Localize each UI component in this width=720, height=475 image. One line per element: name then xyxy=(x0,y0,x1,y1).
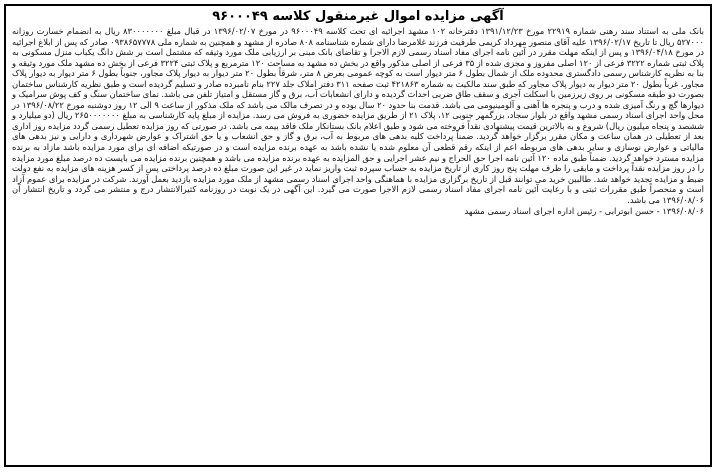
notice-signature: ۱۳۹۶/۰۸/۰۶ - حسن ابوترابی - رئیس اداره اجرای اسناد رسمی مشهد xyxy=(464,206,704,217)
notice-title: آگهی مزایده اموال غیرمنقول کلاسه ۹۶۰۰۰۴۹ xyxy=(212,9,504,24)
notice-body: بانک ملی به استناد سند رهنی شماره ۲۲۹۱۹ مورخ ۱۳۹۱/۱۲/۲۳ دفترخانه ۱۰۲ مشهد اجرائیه ای تحت کلاسه ۹۶۰۰۰۴۹ در مورخ ۱۳۹۶/۰۲/۰۷ در قبال مبلغ ۸۳۰۰۰۰۰۰۰ ریال به انضمام خسارت روزانه ۵۲۷۰۰۰ ریال تا تاریخ ۱۳۹۶/۰۲/۱۷ علیه آقای منصور مهرداد کریمی طرفیت فرزند غلامرضا دارای شماره شناسنامه ۸۰۸ صادره از مشهد و همچنین به شماره ملی ۰۹۳۸۶۵۷۷۷۸ صادر که پس از ابلاغ اجرائیه در مورخ ۱۳۹۶/۰۴/۱۸ و پس از اینکه مهلت مقرر در آئین نامه اجرای مفاد اسناد رسمی لازم الاجرا و تقاضای بانک مبنی بر ارزیابی ملک مورد وثیقه که مشتمل است بر شش دانگ یکباب منزل مسکونی به پلاک ثبتی شماره ۳۲۲۲ فرعی از ۱۲۰ اصلی مفروز و مجزی شده از ۳۵ فرعی از اصلی مذکور واقع در بخش ده مشهد به مساحت ۱۲۰ مترمربع و پلاک ثبتی ۳۲۲۴ فرعی از بخش ده مشهد ملک مورد وثیقه و بنا به نظریه کارشناس رسمی دادگستری محدوده ملک از شمال بطول ۶ متر دیوار است به کوچه عمومی بعرض ۸ متر، شرقاً بطول ۲۰ متر دیوار به دیوار پلاک مجاور، جنوباً بطول ۶ متر دیوار به دیوار پلاک مجاور، غرباً بطول ۲۰ متر دیوار به دیوار پلاک مجاور که طبق سند مالکیت به شماره ۴۲۱۸۶۳ ثبت صفحه ۳۱۱ دفتر املاک جلد ۲۲۷ بنام نامبرده صادر و تسلیم گردیده است و طبق نظریه کارشناس ساختمان بصورت دو طبقه مسکونی بر روی زیرزمین با اسکلت آجری و سقف طاق ضربی احداث گردیده و دارای انشعابات آب، برق و گاز مستقل و امتیاز تلفن می باشد. نمای ساختمان سنگ و کف پوش سرامیک و دیوارها گچ و رنگ آمیزی شده و درب و پنجره ها آهنی و آلومینیومی می باشد. قدمت بنا حدود ۲۰ سال بوده و در تصرف مالک می باشد که ملک مذکور از ساعت ۹ الی ۱۲ روز دوشنبه مورخ ۱۳۹۶/۰۸/۲۲ در محل واحد اجرای اسناد رسمی مشهد واقع در بلوار سجاد، بزرگمهر جنوبی ۱۲، پلاک ۲۱ از طریق مزایده حضوری به فروش می رسد. مزایده از مبلغ پایه کارشناسی به مبلغ ۲۶۵۰۰۰۰۰۰۰ ریال (دو میلیارد و ششصد و پنجاه میلیون ریال) شروع و به بالاترین قیمت پیشنهادی نقداً فروخته می شود و طبق اعلام بانک بستانکار ملک فاقد بیمه می باشد. در صورتی که روز مزایده تعطیل رسمی گردد مزایده روز اداری بعد از تعطیلی در همان ساعت و مکان مقرر برگزار خواهد گردید. ضمناً پرداخت کلیه بدهی های مربوط به آب، برق و گاز و حق انشعاب و یا حق اشتراک و عوارض شهرداری و دارایی و نیز بدهی های مالیاتی و عوارض نوسازی و سایر بدهی های مربوطه اعم از اینکه رقم قطعی آن معلوم شده یا نشده باشد به عهده برنده مزایده است و در صورتیکه اضافه ای برای مورد مزایده باشد مازاد به برنده مزایده مسترد خواهد گردید. ضمناً طبق ماده ۱۲۰ آئین نامه اجرا حق الحراج و نیم عشر اجرایی و حق المزایده به عهده برنده مزایده می باشد و همچنین برنده مزایده می بایست ده درصد مبلغ مورد مزایده را در روز مزایده نقداً پرداخت و مابقی را ظرف مهلت پنج روز کاری از تاریخ مزایده به حساب سپرده ثبت واریز نماید در غیر این صورت مبلغ ده درصد پرداختی پس از کسر هزینه های مزایده به نفع دولت ضبط و مزایده تجدید خواهد شد. طالبین خرید می توانند قبل از تاریخ برگزاری مزایده با هماهنگی واحد اجرای اسناد رسمی مشهد از ملک مورد مزایده بازدید بعمل آورند. شرکت در مزایده برای عموم آزاد است و منحصراً طبق مقررات ثبتی و با رعایت آئین نامه اجرای مفاد اسناد رسمی لازم الاجرا صورت می گیرد. این آگهی در یک نوبت در روزنامه کثیرالانتشار درج و منتشر می گردد و تاریخ انتشار آن ۱۳۹۶/۰۸/۰۶ می باشد. xyxy=(12,26,705,205)
auction-notice xyxy=(4,4,712,467)
